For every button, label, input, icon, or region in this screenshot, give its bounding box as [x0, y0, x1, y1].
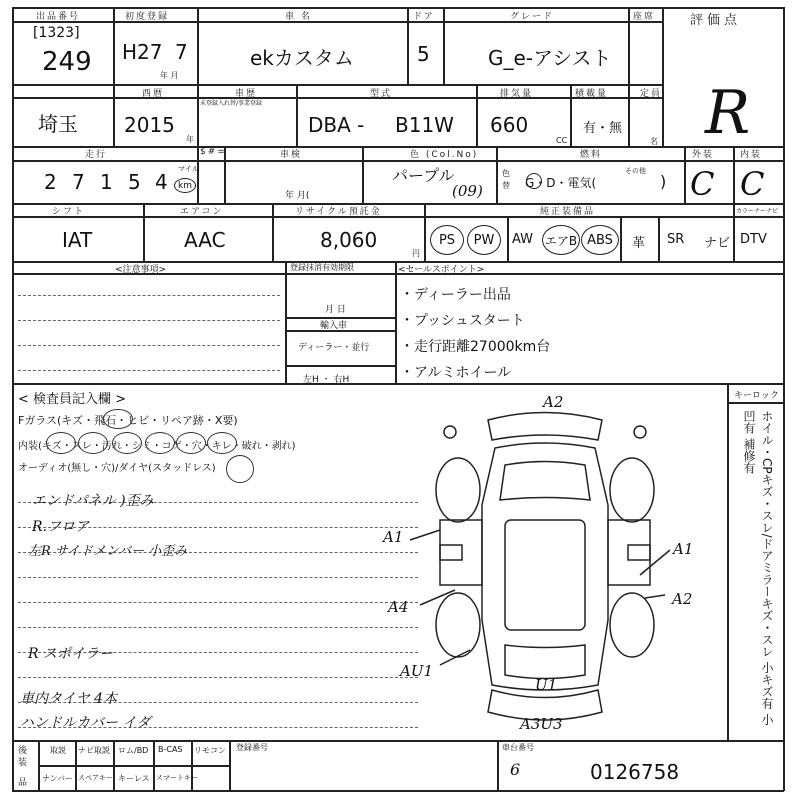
sales-point: ・走行距離27000km台 — [400, 339, 551, 355]
equipment-label: 純正装備品 — [540, 207, 596, 217]
door-count: 5 — [417, 42, 430, 66]
hand-note: 左R サイドメンバー 小歪み — [28, 544, 188, 559]
mileage-digit: 7 — [72, 170, 85, 194]
capacity-label: 積載量 — [575, 89, 609, 99]
color-change-mark: 色替 — [502, 169, 510, 190]
interior-line: 内装(キズ・スレ・汚れ・シミ・コゲ・穴・キレ・破れ・剥れ) — [18, 441, 296, 452]
interior-grade: C — [740, 165, 765, 203]
ac-type: AAC — [184, 228, 226, 252]
hand-note: R.フロア — [32, 519, 89, 535]
mileage-digit: 1 — [100, 170, 113, 194]
inspector-title: < 検査員記入欄 > — [18, 392, 127, 407]
reg-label: 初度登録 — [125, 12, 170, 22]
cc-unit: CC — [556, 136, 568, 145]
inspection-ym: 年 月( — [285, 191, 310, 201]
hand-note: R スポイラー — [28, 646, 113, 662]
reg-month: 7 — [175, 40, 188, 64]
import-label: 輸入車 — [320, 321, 348, 331]
grade-name: G_e-アシスト — [488, 46, 612, 70]
footer-label: キーレス — [118, 774, 150, 783]
damage-mark: A1 — [673, 540, 694, 558]
reg-no-label: 登録番号 — [236, 743, 268, 752]
shift-label: シフト — [52, 207, 86, 217]
vehicle-type: B11W — [395, 113, 454, 137]
door-label: ドア — [413, 12, 435, 22]
equip-aw: AW — [512, 232, 534, 247]
footer-label: ナビ取説 — [78, 746, 110, 755]
chassis-prefix: 6 — [510, 760, 521, 779]
model-name: ekカスタム — [250, 46, 354, 70]
sales-point: ・プッシュスタート — [400, 313, 525, 329]
unit-mile: マイル — [178, 165, 199, 173]
hand-note: ハンドルカバー イダ — [20, 715, 151, 731]
damage-mark: A2 — [672, 590, 693, 608]
footer-label: スペアキー — [78, 774, 113, 782]
fuel-type: G・D・電気( — [525, 176, 597, 190]
glass-line: Fガラス(キズ・飛石・ヒビ・リペア跡・X要) — [18, 414, 238, 427]
capacity-value: 有・無 — [583, 121, 623, 136]
model-label: 車 名 — [285, 12, 312, 22]
damage-mark: A4 — [388, 598, 409, 616]
exterior-label: 外装 — [692, 150, 715, 160]
damage-mark: A3U3 — [520, 715, 563, 733]
damage-mark: A2 — [543, 393, 564, 411]
fixed-label: 定員 — [640, 89, 663, 99]
sales-point-label: <セールスポイント> — [398, 265, 485, 275]
footer-label: B-CAS — [158, 745, 183, 754]
region: 埼玉 — [38, 112, 78, 136]
evaluation-score: R — [705, 78, 751, 148]
lot-number: 249 — [42, 47, 92, 77]
body-color: パープル — [392, 166, 455, 185]
inspection-label: 車検 — [280, 150, 303, 160]
shift-type: IAT — [62, 228, 93, 252]
equip-sr: SR — [667, 232, 685, 247]
equip-navi: ナビ — [704, 236, 731, 251]
hand-note: エンドパネル )歪み — [32, 493, 154, 509]
year-2015: 2015 — [124, 113, 175, 137]
damage-mark: A1 — [383, 528, 404, 546]
footer-label: ナンバー — [42, 774, 74, 783]
audio-line: オーディオ(無し・穴)/ダイヤ(スタッドレス) — [18, 463, 216, 474]
displacement: 660 — [490, 113, 529, 137]
chassis-label: 車台番号 — [502, 743, 534, 752]
chassis-number: 0126758 — [590, 760, 680, 784]
unit-km: km — [174, 178, 196, 193]
month-day: 月 日 — [325, 305, 346, 315]
equip-leather: 革 — [632, 236, 646, 251]
color-label: 色 (Col.No) — [410, 150, 479, 160]
mileage-digit: 2 — [44, 170, 57, 194]
equip-dtv: DTV — [740, 232, 767, 247]
history-label: 車歴 — [235, 89, 258, 99]
eval-label: 評価点 — [690, 13, 742, 28]
mileage-label: 走行 — [85, 150, 108, 160]
exterior-grade: C — [690, 165, 715, 203]
persons-unit: 名 — [650, 137, 658, 146]
navi-label: カラーナーナビ — [736, 208, 779, 215]
footer-label: 取説 — [50, 746, 66, 755]
side-damage-text: ホイル・CPキズ・スレ/ドアミラーキズ・スレ 小キズ有 小凹有 補修有 — [742, 410, 774, 726]
s-label: $#= — [200, 147, 227, 157]
sales-point: ・ディーラー出品 — [400, 287, 511, 303]
sales-point: ・アルミホイール — [400, 365, 512, 381]
grade-label: グレード — [510, 12, 555, 22]
history-sub: 未登録入れ替/事業登録 — [200, 100, 263, 107]
equip-ps: PS — [430, 225, 464, 255]
fuel-close: ) — [660, 172, 667, 191]
color-number: (09) — [452, 182, 483, 200]
footer-label: 品 — [18, 778, 28, 788]
hand-note: 車内タイヤ 4本 — [20, 691, 118, 707]
yen-unit: 円 — [412, 249, 420, 258]
hand-side: 左H ・ 右H — [303, 375, 350, 385]
equip-abs: ABS — [581, 225, 619, 255]
reg-era: H27 — [122, 40, 163, 64]
footer-label: スマートキー — [156, 774, 198, 782]
ac-label: エアコン — [180, 207, 224, 217]
damage-mark: AU1 — [400, 662, 434, 680]
caution-label: <注意事項> — [115, 265, 167, 275]
damage-mark: U1 — [535, 676, 558, 694]
mileage-digit: 4 — [155, 170, 168, 194]
footer-label: 後装 — [18, 746, 28, 768]
lot-no-label: 出品番号 — [36, 12, 81, 22]
interior-label: 内装 — [740, 150, 763, 160]
type-prefix: DBA - — [308, 113, 365, 137]
reg-expiry-label: 登録抹消有効期限 — [290, 263, 354, 272]
year-month-unit: 年 月 — [160, 71, 179, 80]
equip-pw: PW — [467, 225, 501, 255]
fuel-other: その他 — [625, 167, 646, 175]
footer-label: ロム/BD — [118, 746, 149, 755]
footer-label: リモコン — [194, 746, 226, 755]
year-unit: 年 — [186, 135, 194, 144]
seat-label: 座席 — [633, 12, 656, 22]
keylock-label: キーロック — [734, 391, 779, 401]
mileage-digit: 5 — [128, 170, 141, 194]
import-value: ディーラー・並行 — [298, 343, 370, 353]
equip-airbag: エアB — [542, 225, 580, 255]
displacement-label: 排気量 — [500, 89, 534, 99]
recycle-fee: 8,060 — [320, 228, 378, 252]
western-label: 西暦 — [142, 89, 165, 99]
lot-bracket: [1323] — [33, 25, 80, 41]
fuel-label: 燃料 — [580, 150, 603, 160]
recycle-label: リサイクル預託金 — [295, 207, 382, 217]
katashiki-label: 型式 — [370, 89, 393, 99]
